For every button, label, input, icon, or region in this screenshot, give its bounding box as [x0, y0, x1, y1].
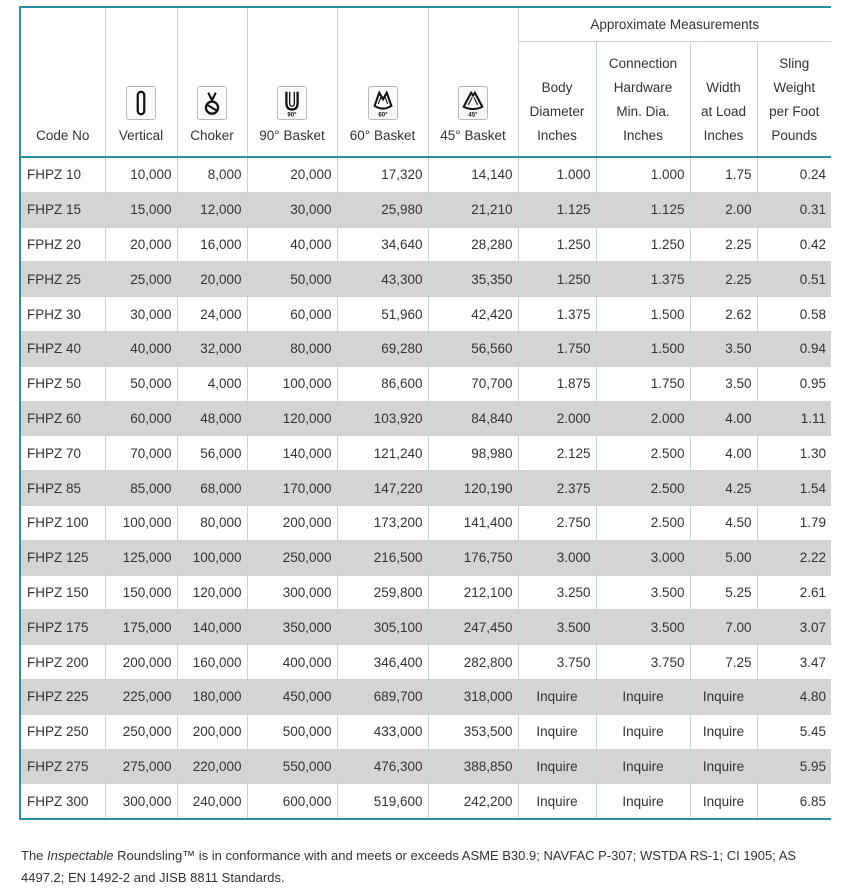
value-cell: Inquire — [518, 784, 596, 818]
value-cell: 2.25 — [690, 262, 757, 297]
value-cell: 2.500 — [596, 471, 690, 506]
header-width-at-load: Width at Load Inches — [690, 42, 757, 158]
value-cell: 14,140 — [428, 157, 518, 192]
value-cell: 476,300 — [337, 749, 428, 784]
value-cell: 51,960 — [337, 297, 428, 332]
value-cell: 216,500 — [337, 540, 428, 575]
table-row — [21, 540, 831, 575]
value-cell: 8,000 — [177, 157, 247, 192]
basket-60-label: 60° — [377, 112, 388, 119]
value-cell: 3.47 — [757, 645, 831, 680]
value-cell: 1.75 — [690, 157, 757, 192]
table-row — [21, 262, 831, 297]
value-cell: 0.51 — [757, 262, 831, 297]
value-cell: 4.50 — [690, 505, 757, 540]
value-cell: 247,450 — [428, 610, 518, 645]
value-cell: 220,000 — [177, 749, 247, 784]
value-cell: 282,800 — [428, 645, 518, 680]
value-cell: 60,000 — [247, 297, 337, 332]
header-vertical: Vertical — [105, 8, 177, 157]
value-cell: 500,000 — [247, 714, 337, 749]
value-cell: 2.125 — [518, 436, 596, 471]
value-cell: 240,000 — [177, 784, 247, 818]
header-basket-45: 45° 45° Basket — [428, 8, 518, 157]
table-row — [21, 471, 831, 506]
value-cell: 4.80 — [757, 679, 831, 714]
value-cell: 100,000 — [105, 505, 177, 540]
value-cell: 43,300 — [337, 262, 428, 297]
value-cell: 121,240 — [337, 436, 428, 471]
table-row — [21, 157, 831, 192]
value-cell: 21,210 — [428, 192, 518, 227]
table-row — [21, 679, 831, 714]
value-cell: Inquire — [596, 714, 690, 749]
value-cell: 180,000 — [177, 679, 247, 714]
value-cell: 70,000 — [105, 436, 177, 471]
value-cell: 40,000 — [247, 227, 337, 262]
value-cell: 100,000 — [177, 540, 247, 575]
value-cell: 275,000 — [105, 749, 177, 784]
value-cell: 20,000 — [105, 227, 177, 262]
basket-45-icon — [458, 86, 488, 120]
value-cell: Inquire — [518, 679, 596, 714]
value-cell: 212,100 — [428, 575, 518, 610]
value-cell: 5.00 — [690, 540, 757, 575]
value-cell: 1.79 — [757, 505, 831, 540]
value-cell: 300,000 — [105, 784, 177, 818]
value-cell: 2.62 — [690, 297, 757, 332]
value-cell: 353,500 — [428, 714, 518, 749]
table-row — [21, 401, 831, 436]
code-cell: FHPZ 275 — [21, 749, 105, 784]
header-basket-60: 60° 60° Basket — [337, 8, 428, 157]
value-cell: 175,000 — [105, 610, 177, 645]
value-cell: 20,000 — [177, 262, 247, 297]
value-cell: 2.000 — [518, 401, 596, 436]
header-connection-hardware: Connection Hardware Min. Dia. Inches — [596, 42, 690, 158]
code-cell: FHPZ 100 — [21, 505, 105, 540]
value-cell: Inquire — [690, 784, 757, 818]
value-cell: 1.250 — [518, 262, 596, 297]
value-cell: 34,640 — [337, 227, 428, 262]
value-cell: Inquire — [518, 714, 596, 749]
value-cell: 120,000 — [247, 401, 337, 436]
value-cell: 1.750 — [596, 366, 690, 401]
value-cell: 141,400 — [428, 505, 518, 540]
table-row — [21, 610, 831, 645]
value-cell: 4.00 — [690, 401, 757, 436]
value-cell: 150,000 — [105, 575, 177, 610]
header-code-no: Code No — [21, 8, 105, 157]
table-row — [21, 331, 831, 366]
value-cell: 600,000 — [247, 784, 337, 818]
value-cell: 32,000 — [177, 331, 247, 366]
value-cell: 15,000 — [105, 192, 177, 227]
value-cell: Inquire — [690, 714, 757, 749]
value-cell: 4,000 — [177, 366, 247, 401]
basket-45-label: 45° — [468, 112, 478, 119]
value-cell: 56,560 — [428, 331, 518, 366]
value-cell: 0.42 — [757, 227, 831, 262]
code-cell: FHPZ 70 — [21, 436, 105, 471]
value-cell: 2.61 — [757, 575, 831, 610]
value-cell: 0.95 — [757, 366, 831, 401]
standards-footnote: The Inspectable Roundsling™ is in conformance with and meets or exceeds ASME B30.9; NAVFAC P-307; WSTDA RS-1; CI 1905; AS 4497.2; EN 1492-2 and JISB 8811 Standards. — [21, 848, 797, 885]
code-cell: FHPZ 10 — [21, 157, 105, 192]
value-cell: Inquire — [596, 679, 690, 714]
value-cell: 4.25 — [690, 471, 757, 506]
value-cell: 519,600 — [337, 784, 428, 818]
value-cell: 250,000 — [247, 540, 337, 575]
value-cell: Inquire — [690, 749, 757, 784]
table-row — [21, 714, 831, 749]
code-cell: FHPZ 50 — [21, 366, 105, 401]
value-cell: 200,000 — [247, 505, 337, 540]
value-cell: 30,000 — [247, 192, 337, 227]
value-cell: 176,750 — [428, 540, 518, 575]
value-cell: 0.24 — [757, 157, 831, 192]
value-cell: 120,190 — [428, 471, 518, 506]
value-cell: 28,280 — [428, 227, 518, 262]
value-cell: 35,350 — [428, 262, 518, 297]
value-cell: 5.25 — [690, 575, 757, 610]
value-cell: 30,000 — [105, 297, 177, 332]
table-row — [21, 227, 831, 262]
value-cell: 5.95 — [757, 749, 831, 784]
value-cell: 2.750 — [518, 505, 596, 540]
table-row — [21, 366, 831, 401]
value-cell: 3.07 — [757, 610, 831, 645]
value-cell: 1.000 — [596, 157, 690, 192]
value-cell: 250,000 — [105, 714, 177, 749]
code-cell: FHPZ 300 — [21, 784, 105, 818]
code-cell: FHPZ 60 — [21, 401, 105, 436]
value-cell: 69,280 — [337, 331, 428, 366]
value-cell: 170,000 — [247, 471, 337, 506]
value-cell: 1.11 — [757, 401, 831, 436]
value-cell: 2.375 — [518, 471, 596, 506]
value-cell: 3.500 — [518, 610, 596, 645]
basket-90-icon — [277, 86, 307, 120]
value-cell: 1.125 — [596, 192, 690, 227]
value-cell: 689,700 — [337, 679, 428, 714]
value-cell: 305,100 — [337, 610, 428, 645]
capacity-table-frame — [19, 6, 831, 820]
value-cell: 5.45 — [757, 714, 831, 749]
value-cell: 80,000 — [247, 331, 337, 366]
value-cell: 350,000 — [247, 610, 337, 645]
value-cell: 3.500 — [596, 575, 690, 610]
header-sling-weight: Sling Weight per Foot Pounds — [757, 42, 831, 158]
table-row — [21, 192, 831, 227]
product-name: Inspectable — [47, 848, 114, 863]
value-cell: Inquire — [596, 749, 690, 784]
value-cell: 120,000 — [177, 575, 247, 610]
value-cell: 42,420 — [428, 297, 518, 332]
value-cell: 1.375 — [596, 262, 690, 297]
value-cell: 200,000 — [105, 645, 177, 680]
value-cell: 3.000 — [518, 540, 596, 575]
value-cell: 85,000 — [105, 471, 177, 506]
value-cell: 3.750 — [596, 645, 690, 680]
value-cell: 7.00 — [690, 610, 757, 645]
value-cell: 3.50 — [690, 366, 757, 401]
value-cell: 0.94 — [757, 331, 831, 366]
code-cell: FHPZ 200 — [21, 645, 105, 680]
value-cell: 1.375 — [518, 297, 596, 332]
value-cell: 1.500 — [596, 297, 690, 332]
value-cell: 400,000 — [247, 645, 337, 680]
value-cell: 3.500 — [596, 610, 690, 645]
value-cell: 60,000 — [105, 401, 177, 436]
value-cell: 300,000 — [247, 575, 337, 610]
basket-90-label: 90° — [287, 112, 297, 119]
vertical-hitch-icon — [126, 86, 156, 120]
value-cell: 2.25 — [690, 227, 757, 262]
value-cell: 140,000 — [177, 610, 247, 645]
value-cell: 242,200 — [428, 784, 518, 818]
value-cell: 1.30 — [757, 436, 831, 471]
code-cell: FHPZ 125 — [21, 540, 105, 575]
code-cell: FHPZ 40 — [21, 331, 105, 366]
value-cell: 450,000 — [247, 679, 337, 714]
value-cell: 1.500 — [596, 331, 690, 366]
value-cell: 1.125 — [518, 192, 596, 227]
value-cell: Inquire — [690, 679, 757, 714]
value-cell: 1.250 — [518, 227, 596, 262]
value-cell: 68,000 — [177, 471, 247, 506]
basket-60-icon — [368, 86, 398, 120]
code-cell: FPHZ 30 — [21, 297, 105, 332]
value-cell: 200,000 — [177, 714, 247, 749]
value-cell: 1.250 — [596, 227, 690, 262]
value-cell: 6.85 — [757, 784, 831, 818]
table-row — [21, 749, 831, 784]
table-row — [21, 436, 831, 471]
value-cell: 388,850 — [428, 749, 518, 784]
value-cell: 3.250 — [518, 575, 596, 610]
value-cell: 125,000 — [105, 540, 177, 575]
value-cell: 2.000 — [596, 401, 690, 436]
code-cell: FHPZ 15 — [21, 192, 105, 227]
table-row — [21, 297, 831, 332]
value-cell: 0.58 — [757, 297, 831, 332]
value-cell: 173,200 — [337, 505, 428, 540]
value-cell: 80,000 — [177, 505, 247, 540]
header-basket-90: 90° 90° Basket — [247, 8, 337, 157]
value-cell: 147,220 — [337, 471, 428, 506]
value-cell: 3.50 — [690, 331, 757, 366]
value-cell: 86,600 — [337, 366, 428, 401]
value-cell: 16,000 — [177, 227, 247, 262]
value-cell: 1.000 — [518, 157, 596, 192]
value-cell: 12,000 — [177, 192, 247, 227]
table-row — [21, 784, 831, 818]
roundsling-capacity-table — [21, 8, 831, 818]
value-cell: 20,000 — [247, 157, 337, 192]
value-cell: Inquire — [596, 784, 690, 818]
header-approximate-measurements: Approximate Measurements — [518, 8, 831, 42]
value-cell: 70,700 — [428, 366, 518, 401]
value-cell: 25,980 — [337, 192, 428, 227]
value-cell: 40,000 — [105, 331, 177, 366]
code-cell: FHPZ 85 — [21, 471, 105, 506]
value-cell: 25,000 — [105, 262, 177, 297]
value-cell: 259,800 — [337, 575, 428, 610]
value-cell: 50,000 — [247, 262, 337, 297]
value-cell: 24,000 — [177, 297, 247, 332]
value-cell: 2.00 — [690, 192, 757, 227]
value-cell: 225,000 — [105, 679, 177, 714]
code-cell: FHPZ 250 — [21, 714, 105, 749]
code-cell: FHPZ 175 — [21, 610, 105, 645]
code-cell: FPHZ 20 — [21, 227, 105, 262]
value-cell: 48,000 — [177, 401, 247, 436]
value-cell: 160,000 — [177, 645, 247, 680]
code-cell: FPHZ 25 — [21, 262, 105, 297]
value-cell: 1.750 — [518, 331, 596, 366]
value-cell: 50,000 — [105, 366, 177, 401]
table-body — [21, 157, 831, 818]
value-cell: 17,320 — [337, 157, 428, 192]
header-body-diameter: Body Diameter Inches — [518, 42, 596, 158]
code-cell: FHPZ 225 — [21, 679, 105, 714]
value-cell: 10,000 — [105, 157, 177, 192]
value-cell: 98,980 — [428, 436, 518, 471]
value-cell: 2.500 — [596, 505, 690, 540]
table-row — [21, 575, 831, 610]
value-cell: 140,000 — [247, 436, 337, 471]
value-cell: 3.000 — [596, 540, 690, 575]
header-choker: Choker — [177, 8, 247, 157]
value-cell: 1.875 — [518, 366, 596, 401]
code-cell: FHPZ 150 — [21, 575, 105, 610]
table-row — [21, 505, 831, 540]
value-cell: Inquire — [518, 749, 596, 784]
value-cell: 0.31 — [757, 192, 831, 227]
value-cell: 56,000 — [177, 436, 247, 471]
value-cell: 2.500 — [596, 436, 690, 471]
value-cell: 100,000 — [247, 366, 337, 401]
value-cell: 1.54 — [757, 471, 831, 506]
choker-hitch-icon — [197, 86, 227, 120]
value-cell: 318,000 — [428, 679, 518, 714]
value-cell: 7.25 — [690, 645, 757, 680]
value-cell: 4.00 — [690, 436, 757, 471]
value-cell: 84,840 — [428, 401, 518, 436]
value-cell: 433,000 — [337, 714, 428, 749]
value-cell: 3.750 — [518, 645, 596, 680]
value-cell: 346,400 — [337, 645, 428, 680]
table-row — [21, 645, 831, 680]
value-cell: 2.22 — [757, 540, 831, 575]
value-cell: 103,920 — [337, 401, 428, 436]
value-cell: 550,000 — [247, 749, 337, 784]
